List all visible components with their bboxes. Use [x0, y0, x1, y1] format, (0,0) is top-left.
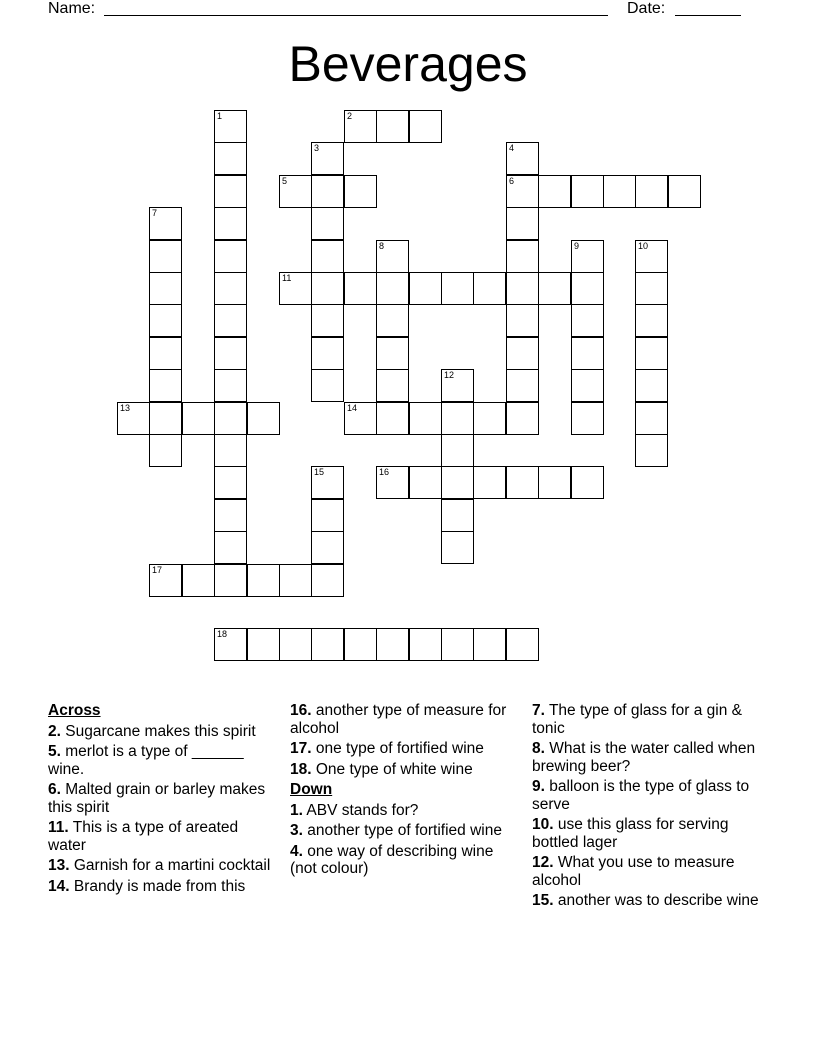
clue-number: 14. — [48, 877, 70, 895]
clue-across-16 — [290, 702, 520, 737]
crossword-cell[interactable] — [214, 434, 247, 467]
clue-text: another type of measure for alcohol — [290, 702, 507, 737]
crossword-cell[interactable] — [538, 466, 571, 499]
clue-text: ABV stands for? — [306, 801, 419, 819]
clue-text: merlot is a type of ______ wine. — [48, 743, 244, 778]
crossword-cell[interactable] — [441, 402, 474, 435]
crossword-cell[interactable] — [247, 402, 280, 435]
crossword-cell[interactable] — [506, 369, 539, 402]
crossword-cell[interactable] — [214, 466, 247, 499]
crossword-cell[interactable] — [376, 628, 409, 661]
crossword-cell[interactable] — [473, 402, 506, 435]
clue-number: 17. — [290, 740, 312, 757]
clue-number: 4. — [290, 842, 303, 860]
clue-text: What is the water called when brewing beer? — [532, 740, 756, 775]
crossword-cell[interactable] — [441, 531, 474, 564]
crossword-cell[interactable] — [538, 272, 571, 305]
crossword-cell[interactable] — [376, 304, 409, 337]
crossword-cell[interactable] — [635, 434, 668, 467]
crossword-cell[interactable] — [409, 466, 442, 499]
crossword-cell[interactable] — [506, 337, 539, 370]
clue-text: Garnish for a martini cocktail — [73, 857, 271, 874]
clue-number: 5. — [48, 743, 61, 760]
cell-number: 17 — [152, 565, 163, 575]
crossword-cell[interactable] — [635, 402, 668, 435]
across-heading: Across — [48, 702, 101, 719]
crossword-cell[interactable] — [214, 207, 247, 240]
clue-number: 15. — [532, 892, 554, 909]
page-title: Beverages — [288, 36, 528, 92]
crossword-cell[interactable] — [344, 110, 377, 143]
clue-text: balloon is the type of glass to serve — [532, 778, 750, 813]
crossword-cell[interactable] — [149, 434, 182, 467]
crossword-cell[interactable] — [311, 240, 344, 273]
clue-text: another type of fortified wine — [307, 822, 502, 839]
crossword-cell[interactable] — [441, 434, 474, 467]
crossword-cell[interactable] — [571, 175, 604, 208]
clue-number: 7. — [532, 702, 545, 719]
crossword-cell[interactable] — [409, 272, 442, 305]
clue-text: use this glass for serving bottled lager — [532, 816, 729, 851]
crossword-cell[interactable] — [149, 564, 182, 597]
crossword-cell[interactable] — [506, 628, 539, 661]
crossword-cell[interactable] — [149, 402, 182, 435]
crossword-cell[interactable] — [214, 175, 247, 208]
crossword-cell[interactable] — [311, 142, 344, 175]
cell-number: 2 — [347, 111, 353, 121]
crossword-cell[interactable] — [214, 499, 247, 532]
crossword-cell[interactable] — [149, 304, 182, 337]
clue-across-13 — [48, 857, 278, 875]
down-heading: Down — [290, 781, 333, 798]
crossword-cell[interactable] — [311, 369, 344, 402]
cell-number: 4 — [509, 143, 515, 153]
crossword-cell[interactable] — [635, 240, 668, 273]
crossword-cell[interactable] — [376, 466, 409, 499]
clue-text: Brandy is made from this — [73, 877, 246, 895]
crossword-cell[interactable] — [214, 272, 247, 305]
cell-number: 12 — [444, 370, 455, 380]
crossword-cell[interactable] — [506, 142, 539, 175]
crossword-cell[interactable] — [473, 466, 506, 499]
crossword-cell[interactable] — [376, 110, 409, 143]
clue-down-4 — [290, 843, 520, 878]
crossword-cell[interactable] — [311, 304, 344, 337]
clue-number: 11. — [48, 819, 69, 836]
clue-down-15 — [532, 892, 762, 910]
crossword-cell[interactable] — [214, 628, 247, 661]
crossword-cell[interactable] — [214, 564, 247, 597]
clue-down-12 — [532, 854, 762, 889]
cell-number: 13 — [120, 403, 131, 413]
clue-across-18 — [290, 761, 520, 779]
crossword-cell[interactable] — [635, 304, 668, 337]
clue-number: 16. — [290, 702, 312, 719]
crossword-cell[interactable] — [214, 531, 247, 564]
clue-number: 3. — [290, 822, 303, 839]
crossword-cell[interactable] — [409, 402, 442, 435]
clue-across-2 — [48, 723, 278, 741]
crossword-cell[interactable] — [571, 337, 604, 370]
clues-column-3 — [532, 702, 762, 913]
crossword-cell[interactable] — [279, 564, 312, 597]
clue-text: one way of describing wine (not colour) — [290, 842, 494, 877]
crossword-cell[interactable] — [635, 272, 668, 305]
clue-across-5 — [48, 743, 278, 778]
crossword-cell[interactable] — [376, 337, 409, 370]
name-label: Name: — [48, 0, 96, 17]
clue-down-3 — [290, 822, 520, 840]
crossword-cell[interactable] — [571, 402, 604, 435]
clue-text: one type of fortified wine — [315, 740, 484, 757]
clue-text: One type of white wine — [315, 760, 473, 778]
clue-down-1 — [290, 802, 520, 820]
clues-column-2 — [290, 702, 520, 881]
crossword-cell[interactable] — [344, 175, 377, 208]
crossword-cell[interactable] — [247, 564, 280, 597]
crossword-cell[interactable] — [311, 531, 344, 564]
clue-text: The type of glass for a gin & tonic — [532, 702, 742, 737]
cell-number: 14 — [347, 403, 358, 413]
crossword-cell[interactable] — [571, 272, 604, 305]
crossword-cell[interactable] — [376, 240, 409, 273]
crossword-cell[interactable] — [311, 499, 344, 532]
crossword-cell[interactable] — [214, 142, 247, 175]
crossword-cell[interactable] — [506, 402, 539, 435]
crossword-cell[interactable] — [571, 369, 604, 402]
cell-number: 7 — [152, 208, 158, 218]
crossword-cell[interactable] — [311, 466, 344, 499]
crossword-cell[interactable] — [149, 369, 182, 402]
crossword-cell[interactable] — [668, 175, 701, 208]
crossword-cell[interactable] — [441, 499, 474, 532]
clue-text: Malted grain or barley makes this spirit — [48, 781, 266, 816]
crossword-cell[interactable] — [473, 272, 506, 305]
crossword-cell[interactable] — [149, 207, 182, 240]
clue-across-17 — [290, 740, 520, 758]
clue-text: What you use to measure alcohol — [532, 854, 735, 889]
clue-down-7 — [532, 702, 762, 737]
clue-text: This is a type of areated water — [48, 819, 239, 854]
crossword-cell[interactable] — [214, 304, 247, 337]
crossword-cell[interactable] — [635, 337, 668, 370]
crossword-cell[interactable] — [214, 110, 247, 143]
crossword-cell[interactable] — [214, 369, 247, 402]
clue-number: 6. — [48, 781, 61, 798]
crossword-cell[interactable] — [538, 175, 571, 208]
cell-number: 11 — [282, 273, 292, 283]
clue-across-6 — [48, 781, 278, 816]
crossword-cell[interactable] — [506, 304, 539, 337]
crossword-cell[interactable] — [571, 304, 604, 337]
crossword-cell[interactable] — [506, 175, 539, 208]
clue-number: 2. — [48, 722, 61, 740]
crossword-cell[interactable] — [441, 628, 474, 661]
clue-down-9 — [532, 778, 762, 813]
crossword-cell[interactable] — [149, 272, 182, 305]
crossword-cell[interactable] — [344, 272, 377, 305]
clue-down-10 — [532, 816, 762, 851]
crossword-cell[interactable] — [441, 369, 474, 402]
crossword-cell[interactable] — [441, 466, 474, 499]
crossword-cell[interactable] — [311, 564, 344, 597]
cell-number: 1 — [217, 111, 223, 121]
crossword-cell[interactable] — [571, 240, 604, 273]
crossword-cell[interactable] — [311, 272, 344, 305]
clue-number: 8. — [532, 740, 545, 757]
crossword-cell[interactable] — [311, 207, 344, 240]
crossword-cell[interactable] — [214, 337, 247, 370]
clue-across-11 — [48, 819, 278, 854]
crossword-cell[interactable] — [603, 175, 636, 208]
crossword-cell[interactable] — [279, 272, 312, 305]
crossword-cell[interactable] — [117, 402, 150, 435]
crossword-cell[interactable] — [311, 628, 344, 661]
crossword-cell[interactable] — [279, 628, 312, 661]
crossword-cell[interactable] — [214, 402, 247, 435]
crossword-cell[interactable] — [247, 628, 280, 661]
crossword-cell[interactable] — [376, 272, 409, 305]
cell-number: 3 — [314, 143, 320, 153]
crossword-cell[interactable] — [571, 466, 604, 499]
clues-column-1 — [48, 702, 278, 898]
cell-number: 15 — [314, 467, 325, 477]
cell-number: 8 — [379, 241, 385, 251]
crossword-cell[interactable] — [149, 240, 182, 273]
clue-number: 1. — [290, 801, 303, 819]
crossword-cell[interactable] — [409, 628, 442, 661]
cell-number: 9 — [574, 241, 580, 251]
crossword-cell[interactable] — [376, 369, 409, 402]
clue-number: 12. — [532, 854, 554, 871]
crossword-cell[interactable] — [182, 564, 215, 597]
crossword-cell[interactable] — [214, 240, 247, 273]
cell-number: 5 — [282, 176, 288, 186]
cell-number: 16 — [379, 467, 390, 477]
clue-text: Sugarcane makes this spirit — [65, 722, 256, 740]
crossword-cell[interactable] — [635, 369, 668, 402]
clue-across-14 — [48, 878, 278, 896]
crossword-cell[interactable] — [635, 175, 668, 208]
crossword-cell[interactable] — [311, 337, 344, 370]
crossword-cell[interactable] — [344, 402, 377, 435]
crossword-cell[interactable] — [311, 175, 344, 208]
clue-down-8 — [532, 740, 762, 775]
cell-number: 10 — [638, 241, 649, 251]
crossword-cell[interactable] — [506, 207, 539, 240]
crossword-cell[interactable] — [344, 628, 377, 661]
crossword-cell[interactable] — [506, 466, 539, 499]
crossword-cell[interactable] — [473, 628, 506, 661]
crossword-cell[interactable] — [279, 175, 312, 208]
date-label: Date: — [627, 0, 666, 17]
crossword-cell[interactable] — [441, 272, 474, 305]
clue-number: 9. — [532, 778, 545, 795]
clue-text: another was to describe wine — [557, 892, 759, 909]
clue-number: 13. — [48, 857, 70, 874]
crossword-cell[interactable] — [376, 402, 409, 435]
cell-number: 6 — [509, 176, 515, 186]
crossword-cell[interactable] — [506, 272, 539, 305]
clue-number: 10. — [532, 816, 554, 833]
cell-number: 18 — [217, 629, 228, 639]
crossword-cell[interactable] — [506, 240, 539, 273]
clue-number: 18. — [290, 760, 312, 778]
crossword-cell[interactable] — [182, 402, 215, 435]
crossword-cell[interactable] — [149, 337, 182, 370]
crossword-cell[interactable] — [409, 110, 442, 143]
